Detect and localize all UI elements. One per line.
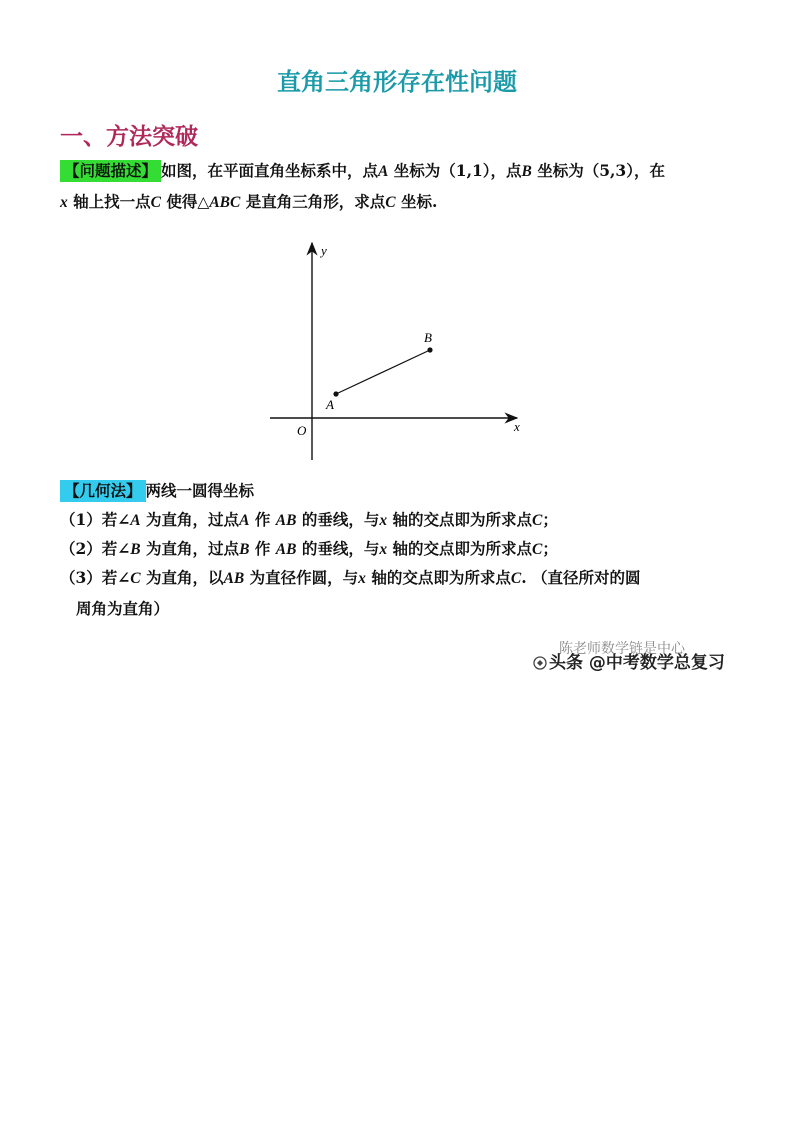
- y-axis-label: y: [321, 243, 327, 258]
- point-b: [427, 347, 432, 352]
- text: 轴的交点即为所求点: [392, 510, 533, 529]
- watermark-sub: 陈老师数学链是中心: [559, 641, 685, 657]
- var: C: [385, 194, 396, 211]
- text: 为直角，过点: [146, 510, 240, 529]
- text: 轴上找一点: [73, 192, 151, 211]
- var: AB: [275, 541, 297, 558]
- text: 坐标为（1,1），点: [393, 161, 522, 180]
- text: 为直径作圆，与: [249, 568, 359, 587]
- method-item-3: [60, 563, 740, 624]
- section-heading: 一、方法突破: [60, 123, 198, 150]
- var: A: [130, 512, 141, 529]
- var: x: [379, 512, 388, 529]
- text: 轴的交点即为所求点: [371, 568, 511, 587]
- var: C: [532, 512, 543, 529]
- text: 轴的交点即为所求点: [392, 539, 533, 558]
- var: C: [532, 541, 543, 558]
- var: AB: [275, 512, 297, 529]
- text: 周角为直角）: [76, 599, 170, 618]
- item-number: （2）: [60, 539, 102, 558]
- problem-tag: 【问题描述】: [60, 160, 161, 182]
- text: . （直径所对的圆: [521, 568, 641, 587]
- var: A: [378, 163, 389, 180]
- item-number: （1）: [60, 510, 102, 529]
- origin-label: O: [297, 423, 307, 438]
- coordinate-figure: [265, 235, 525, 467]
- var: A: [239, 512, 250, 529]
- method-item-1: [60, 505, 740, 536]
- var: C: [510, 570, 522, 587]
- var: B: [239, 541, 250, 558]
- text: 的垂线，与: [301, 510, 380, 529]
- var: x: [358, 570, 366, 587]
- var: C: [150, 194, 162, 211]
- point-a: [333, 391, 338, 396]
- text: ；: [542, 510, 558, 529]
- text: 作: [254, 510, 271, 529]
- text: 若∠: [101, 539, 131, 558]
- var: B: [521, 163, 532, 180]
- text: 坐标为（5,3），在: [537, 161, 665, 180]
- text: 作: [254, 539, 271, 558]
- text: ；: [542, 539, 558, 558]
- text: 的垂线，与: [301, 539, 380, 558]
- text: 为直角，以: [146, 568, 224, 587]
- watermark: [533, 641, 725, 673]
- text: 使得△: [166, 192, 210, 211]
- segment-ab: [336, 350, 430, 394]
- point-b-label: B: [424, 330, 432, 345]
- point-a-label: A: [326, 397, 334, 412]
- method-heading: [60, 476, 740, 506]
- var: x: [379, 541, 388, 558]
- text: 坐标.: [401, 192, 438, 211]
- text: 为直角，过点: [146, 539, 240, 558]
- text: 若∠: [101, 568, 131, 587]
- var: AB: [223, 570, 245, 587]
- text: 是直角三角形，求点: [245, 192, 386, 211]
- watermark-text: 头条 @中考数学总复习: [549, 653, 725, 673]
- var: x: [60, 194, 68, 211]
- x-axis-label: x: [514, 419, 520, 434]
- var: B: [130, 541, 141, 558]
- page-title: 直角三角形存在性问题: [277, 67, 517, 96]
- method-item-2: [60, 534, 740, 565]
- text: 若∠: [101, 510, 131, 529]
- problem-description: [60, 156, 740, 218]
- text: 如图，在平面直角坐标系中，点: [161, 161, 379, 180]
- method-tag: 【几何法】: [60, 480, 146, 502]
- var: C: [130, 570, 141, 587]
- method-title: 两线一圆得坐标: [145, 481, 255, 500]
- item-number: （3）: [60, 568, 102, 587]
- watermark-logo-icon: [533, 656, 547, 670]
- var: ABC: [209, 194, 241, 211]
